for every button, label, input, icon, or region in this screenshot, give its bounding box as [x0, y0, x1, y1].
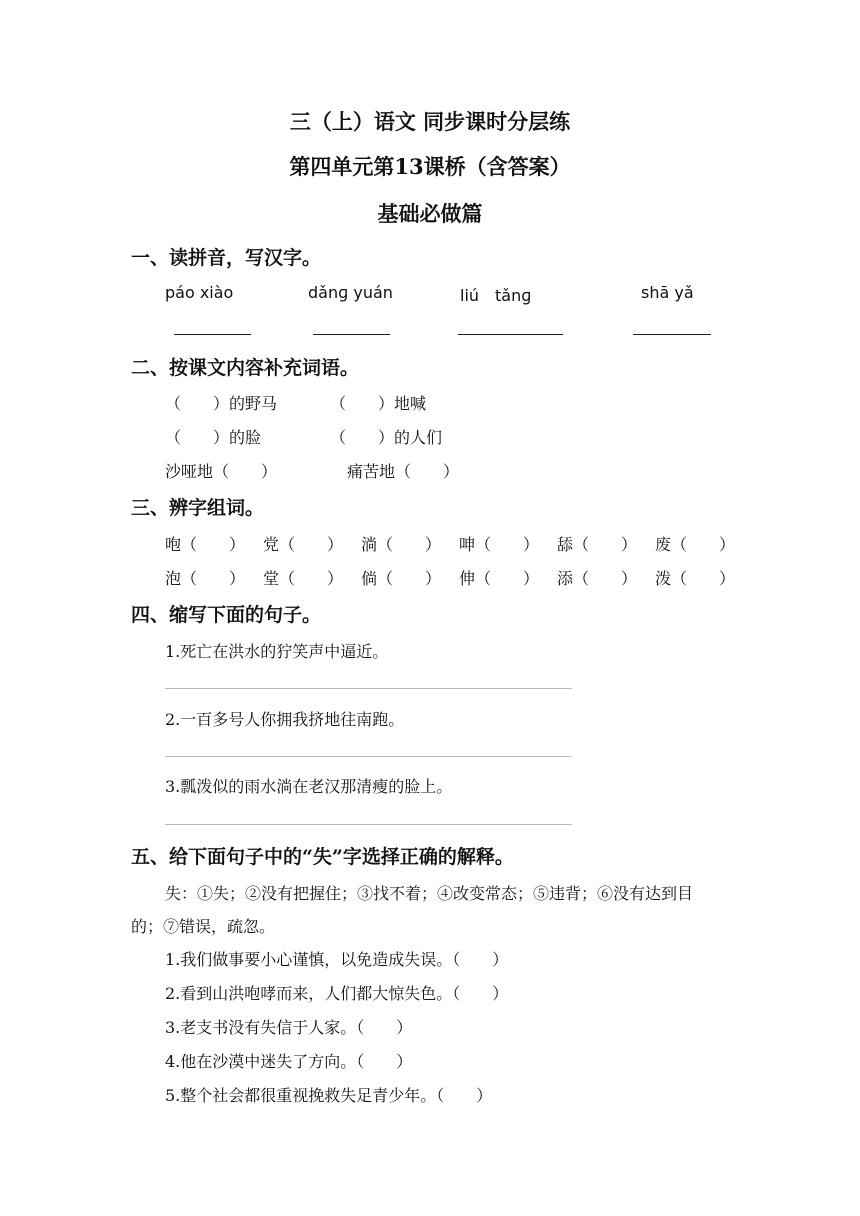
section-1-heading: 一、读拼音，写汉字。	[131, 247, 322, 269]
char-item: 泼（ ）	[655, 569, 736, 588]
question-5: 5.整个社会都很重视挽救失足青少年。（ ）	[165, 1086, 493, 1105]
char-item: 淌（ ）	[361, 535, 442, 554]
fill-item-3: （ ）的脸	[165, 428, 262, 447]
section-4-heading: 四、缩写下面的句子。	[131, 604, 322, 626]
char-item: 咆（ ）	[165, 535, 246, 554]
answer-blank-4[interactable]	[633, 334, 711, 335]
section-5-heading: 五、给下面句子中的“失”字选择正确的解释。	[131, 846, 514, 868]
sentence-2: 2.一百多号人你拥我挤地往南跑。	[165, 710, 405, 729]
char-item: 堂（ ）	[263, 569, 344, 588]
fill-item-4: （ ）的人们	[330, 428, 443, 447]
sentence-3: 3.瓢泼似的雨水淌在老汉那清瘦的脸上。	[165, 777, 453, 796]
fill-item-6: 痛苦地（ ）	[347, 462, 460, 481]
definition-line-2: 的；⑦错误，疏忽。	[131, 917, 276, 936]
section-3-heading: 三、辨字组词。	[131, 497, 265, 519]
pinyin-3: liú tǎnɡ	[460, 286, 532, 305]
char-item: 伸（ ）	[459, 569, 540, 588]
char-item: 泡（ ）	[165, 569, 246, 588]
char-item: 倘（ ）	[361, 569, 442, 588]
sentence-1: 1.死亡在洪水的狞笑声中逼近。	[165, 642, 389, 661]
answer-blank-1[interactable]	[174, 334, 251, 335]
answer-line-2[interactable]	[165, 756, 572, 757]
question-4: 4.他在沙漠中迷失了方向。（ ）	[165, 1052, 413, 1071]
char-item: 党（ ）	[263, 535, 344, 554]
question-2: 2.看到山洪咆哮而来，人们都大惊失色。（ ）	[165, 984, 509, 1003]
answer-blank-3[interactable]	[458, 334, 563, 335]
pinyin-4: shā yǎ	[641, 283, 694, 302]
fill-item-1: （ ）的野马	[165, 394, 278, 413]
answer-line-3[interactable]	[165, 824, 572, 825]
section-group-title: 基础必做篇	[377, 201, 483, 226]
char-item: 添（ ）	[557, 569, 638, 588]
fill-item-5: 沙哑地（ ）	[165, 462, 278, 481]
char-item: 废（ ）	[655, 535, 736, 554]
question-3: 3.老支书没有失信于人家。（ ）	[165, 1018, 413, 1037]
document-title: 三（上）语文 同步课时分层练	[289, 109, 571, 134]
lesson-subtitle: 第四单元第13课桥（含答案）	[289, 154, 571, 179]
char-item: 呻（ ）	[459, 535, 540, 554]
pinyin-1: páo xiào	[165, 283, 234, 302]
char-item: 舔（ ）	[557, 535, 638, 554]
section-2-heading: 二、按课文内容补充词语。	[131, 357, 360, 379]
fill-item-2: （ ）地喊	[330, 394, 427, 413]
answer-blank-2[interactable]	[313, 334, 390, 335]
question-1: 1.我们做事要小心谨慎，以免造成失误。（ ）	[165, 950, 509, 969]
answer-line-1[interactable]	[165, 688, 572, 689]
definition-line-1: 失：①失；②没有把握住；③找不着；④改变常态；⑤违背；⑥没有达到目	[165, 884, 694, 903]
pinyin-2: dǎnɡ yuán	[308, 283, 393, 302]
